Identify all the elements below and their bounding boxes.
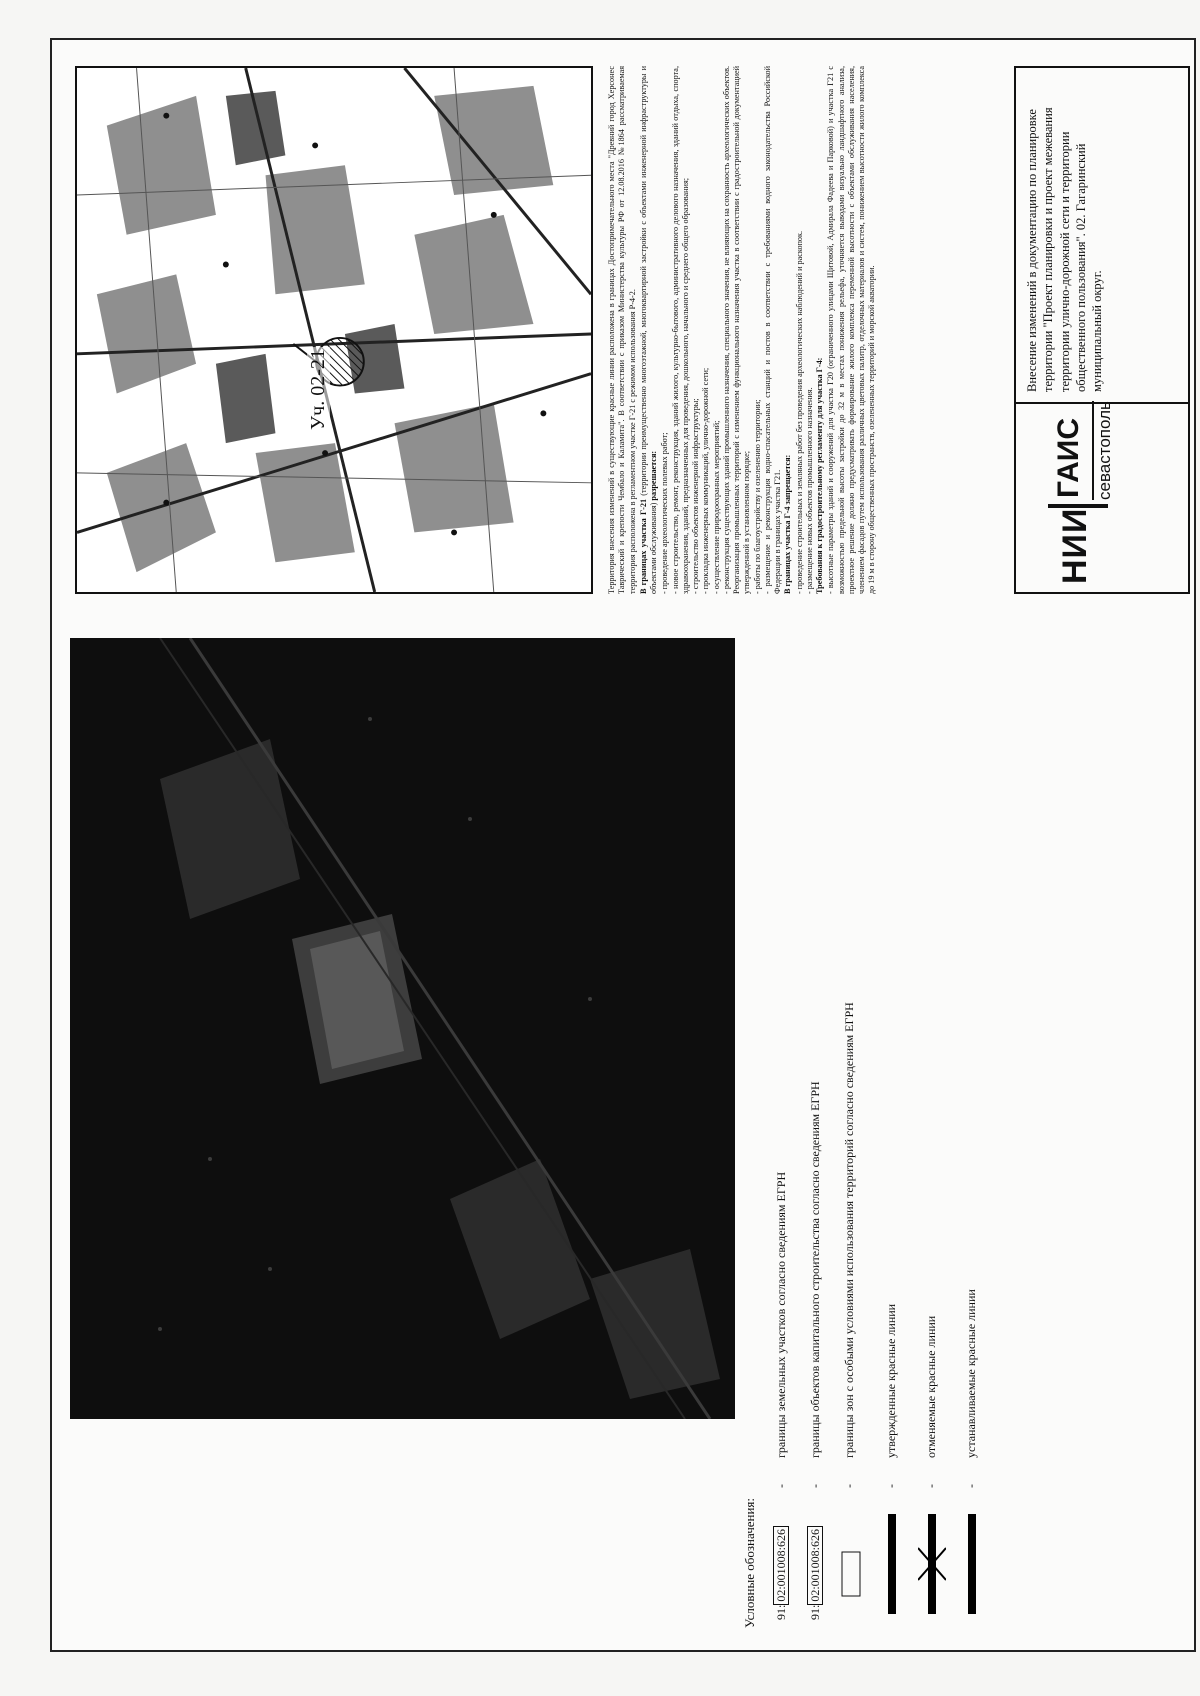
- crossed-line-icon: [918, 1510, 946, 1620]
- description-g21: [639, 66, 660, 594]
- legend-symbol-cancelled: [918, 1510, 946, 1620]
- list-item: - высотные параметры зданий и сооружений для участка Г20 (ограниченного улицами Щитовой, Адмирала Фадеева и Парковой) и участка Г21 с возможностью предельной высоты застройки до 32 м в местах понижения рельефа, уточняется выводами визуально ландшафтного анализа, проектное решение должно предусматривать формирование жилого комплекса переменной высотности с объектами обслуживания населения, членением фасадов путем использования различных цветовых палитр, отделочных материалов и систем, понижением высотности жилого комплекса до 19 м в сторону общественных пространств, озелененных территорий и морской акватории.: [826, 66, 877, 594]
- legend-text: границы объектов капитального строительства согласно сведениям ЕГРН: [808, 1081, 822, 1458]
- legend-text: утвержденные красные линии: [884, 1303, 898, 1458]
- legend-text: устанавливаемые красные линии: [964, 1289, 978, 1458]
- legend-symbol-zone: [836, 1510, 864, 1620]
- legend-row-land-plots: 91:02:001008:626 - границы земельных участков согласно сведениям ЕГРН: [768, 648, 796, 1628]
- company-logo: [1016, 402, 1188, 592]
- legend-row-buildings: 91:02:001008:626 - границы объектов капитального строительства согласно сведениям ЕГРН: [802, 648, 830, 1628]
- list-item: - проведение строительных и земляных работ без проведения археологических наблюдений и раскопок.: [794, 230, 804, 594]
- title-stamp: [1014, 66, 1190, 594]
- g21-list: [660, 66, 783, 594]
- legend-text: границы земельных участков согласно сведениям ЕГРН: [774, 1171, 788, 1458]
- logo-separator: [1048, 504, 1108, 508]
- satellite-image: [70, 638, 735, 1419]
- list-item: - реконструкция существующих зданий промышленного назначения, специального значения, не влияющих на сохранность археологических объектов. Реорганизация промышленных территорий с изменением функционального назначения участка в соответствии с градостроительной документацией утвержденной в установленном порядке;: [721, 66, 752, 594]
- list-item: - проведение археологических полевых работ;: [660, 432, 670, 594]
- list-item: - размещение новых объектов промышленного назначения.: [804, 387, 814, 594]
- legend-text: отменяемые красные линии: [924, 1315, 938, 1458]
- list-item: - прокладка инженерных коммуникаций, улично-дорожной сети;: [701, 367, 711, 594]
- description-intro: Территория внесения изменений в существующие красные линии расположена в границах Достопримечательного места "Древний город Херсонес Таврический и крепости Чембало и Каламита". В соответствии с приказом Министерства культуры РФ от 12.08.2016 №1864 рассматриваемая территория расположена в регламентном участке Г-21 с режимом использования Р-4-2.: [607, 66, 637, 594]
- logo-city: севастополь: [1092, 401, 1115, 500]
- g4-list: [795, 66, 816, 594]
- thick-line-icon: [878, 1510, 906, 1620]
- satellite-graphic: [70, 638, 735, 1419]
- logo-nii: НИИ: [1056, 507, 1094, 584]
- legend-text: границы зон с особыми условиями использования территорий согласно сведениям ЕГРН: [842, 1002, 856, 1458]
- list-item: - строительство объектов инженерной инфраструктуры;: [691, 398, 700, 594]
- list-item: - осуществление природоохранных мероприятий;: [711, 420, 721, 594]
- thick-line-icon: [958, 1510, 986, 1620]
- stamp-title: Внесение изменений в документацию по планировке территории "Проект планировки и проект межевания территории улично-дорожной сети и территории общественного пользования". 02. Гагаринский муниципальный округ.: [1025, 107, 1104, 392]
- legend-symbol-established: [958, 1510, 986, 1620]
- list-item: - размещение и реконструкция водно-спасательных станций и постов в соответствии с требованиями водного законодательства Российской Федерации в границах участка Г21.: [762, 66, 782, 594]
- legend-title: Условные обозначения:: [742, 1497, 757, 1628]
- list-item: - новое строительство, ремонт, реконструкция, зданий жилого, культурно-бытового, административного делового назначения, зданий отдыха, спорта, здравоохранения, зданий, предназначенных для проведения, дошкольного, начального и среднего общего образования;: [670, 66, 690, 594]
- rotated-content: [52, 40, 1198, 1654]
- legend: [742, 648, 1012, 1628]
- g21-text: (территории преимущественно многоэтажной, многоквартирной застройки с объектами инженерной инфраструктуры и объектами обслуживания): [638, 66, 658, 594]
- location-map: [75, 66, 593, 594]
- g21-allowed: разрешается:: [649, 450, 658, 501]
- plot-label: Уч. 02-21: [307, 349, 329, 430]
- legend-row-zones: - границы зон с особыми условиями использования территорий согласно сведениям ЕГРН: [836, 648, 864, 1628]
- empty-box-icon: [836, 1510, 864, 1620]
- legend-row-cancelled: - отменяемые красные линии: [918, 648, 946, 1628]
- logo-gais: ГАИС: [1052, 417, 1085, 498]
- list-item: - работы по благоустройству и озеленению территории;: [752, 399, 762, 594]
- legend-symbol-approved: [878, 1510, 906, 1620]
- legend-row-approved: - утвержденные красные линии: [878, 648, 906, 1628]
- location-map-graphic: [77, 68, 591, 592]
- drawing-sheet: [50, 38, 1196, 1652]
- g21-heading: В границах участка Г-21: [638, 498, 648, 594]
- description-text: [607, 66, 969, 594]
- req-list: [826, 66, 877, 594]
- g4-heading: В границах участка Г-4 запрещается:: [783, 454, 793, 594]
- legend-row-established: - устанавливаемые красные линии: [958, 648, 986, 1628]
- req-heading: Требования к градостроительному регламенту для участка Г-4:: [815, 357, 824, 594]
- legend-symbol-land-plot: 91:02:001008:626: [768, 1510, 796, 1620]
- legend-symbol-building: 91:02:001008:626: [802, 1510, 830, 1620]
